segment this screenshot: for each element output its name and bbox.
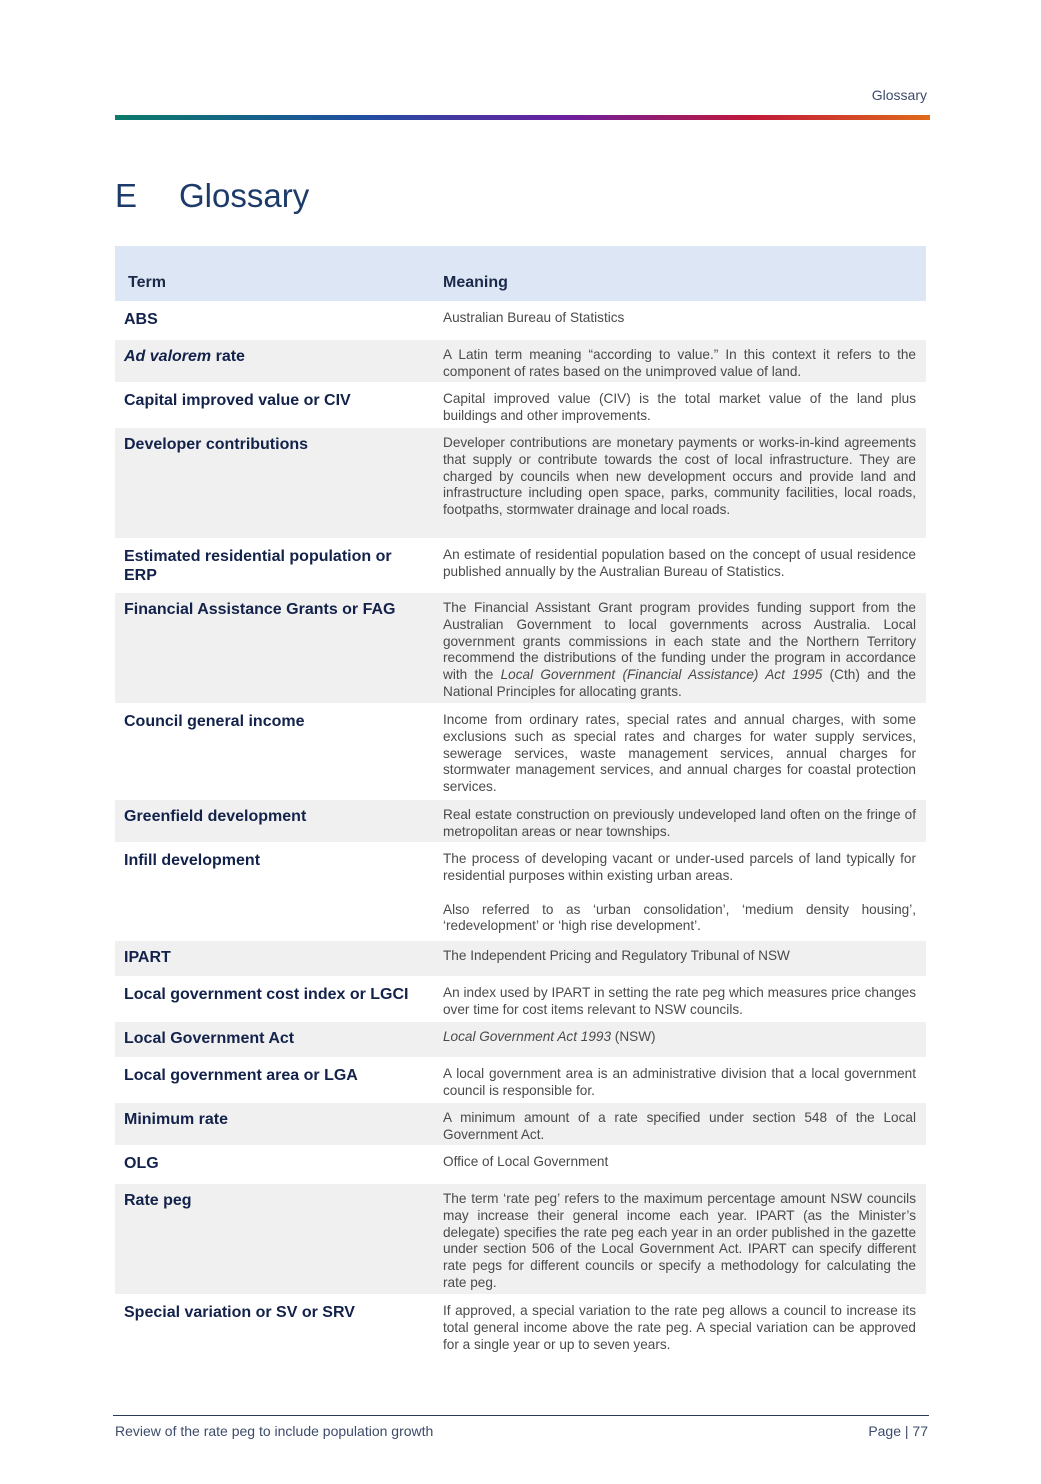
- meaning-paragraph: [443, 1066, 916, 1100]
- term-text: rate: [211, 348, 245, 365]
- term-text: Local government area or LGA: [124, 1067, 358, 1084]
- meaning-italic: Local Government (Financial Assistance) Act 1995: [500, 667, 823, 683]
- term-cell: [115, 985, 430, 1017]
- term-text: Local Government Act: [124, 1030, 295, 1047]
- table-row: [115, 1296, 926, 1356]
- meaning-text-after: (NSW): [611, 1029, 656, 1044]
- meaning-text: Capital improved value (CIV) is the total market value of the land plus buildings and other improvements.: [443, 391, 916, 423]
- page-title: Glossary: [179, 177, 310, 215]
- term-text: Special variation or SV or SRV: [124, 1304, 355, 1321]
- meaning-cell: [430, 712, 916, 795]
- table-row: [115, 1184, 926, 1296]
- meaning-paragraph: [443, 600, 916, 701]
- meaning-paragraph: [443, 948, 916, 965]
- glossary-table: [115, 246, 926, 1356]
- term-text: Infill development: [124, 852, 261, 869]
- meaning-cell: [430, 435, 916, 535]
- term-cell: [115, 948, 430, 973]
- meaning-cell: [430, 985, 916, 1017]
- term-cell: [115, 347, 430, 379]
- meaning-paragraph: [443, 851, 916, 885]
- table-row: [115, 1059, 926, 1103]
- meaning-paragraph: [443, 310, 916, 327]
- header-gradient-rule: [115, 115, 930, 120]
- term-cell: [115, 1066, 430, 1098]
- term-text: Council general income: [124, 713, 305, 730]
- meaning-text: If approved, a special variation to the rate peg allows a council to increase its total general income above the rate peg. A special variation can be approved for a single year or up to seven years.: [443, 1303, 916, 1352]
- meaning-text-after: (Cth) and the National Principles for allocating grants.: [443, 667, 916, 699]
- term-cell: [115, 1154, 430, 1179]
- meaning-italic: Local Government Act 1993: [443, 1029, 612, 1044]
- meaning-cell: [430, 1066, 916, 1098]
- column-header-term: Term: [128, 274, 166, 291]
- meaning-text: The Independent Pricing and Regulatory Tribunal of NSW: [443, 948, 790, 963]
- term-cell: [115, 1110, 430, 1142]
- table-row: [115, 941, 926, 978]
- meaning-text: A local government area is an administrative division that a local government council is responsible for.: [443, 1066, 916, 1098]
- meaning-paragraph: [443, 391, 916, 425]
- meaning-cell: [430, 547, 916, 588]
- meaning-text: Developer contributions are monetary payments or works-in-kind agreements that supply or contribute towards the cost of local infrastructure. They are charged by councils when new development occurs and provide land and infrastructure including open space, parks, community facilities, local roads, footpaths, stormwater drainage and local roads.: [443, 435, 916, 518]
- meaning-paragraph: [443, 985, 916, 1019]
- meaning-text: A minimum amount of a rate specified under section 548 of the Local Government Act.: [443, 1110, 916, 1142]
- term-cell: [115, 712, 430, 795]
- table-row: [115, 1147, 926, 1184]
- table-header: [115, 246, 926, 303]
- table-row: [115, 540, 926, 593]
- meaning-cell: [430, 948, 916, 973]
- table-row: [115, 1103, 926, 1147]
- table-row: [115, 705, 926, 800]
- column-header-meaning: Meaning: [443, 274, 508, 291]
- meaning-cell: [430, 1191, 916, 1291]
- term-cell: [115, 310, 430, 335]
- term-text: Greenfield development: [124, 808, 307, 825]
- meaning-text: An index used by IPART in setting the rate peg which measures price changes over time for cost items relevant to NSW councils.: [443, 985, 916, 1017]
- term-cell: [115, 391, 430, 423]
- term-text: Local government cost index or LGCI: [124, 986, 409, 1003]
- meaning-cell: [430, 1110, 916, 1142]
- meaning-paragraph: [443, 807, 916, 841]
- running-head: Glossary: [871, 87, 927, 103]
- footer-page-number: Page | 77: [868, 1423, 928, 1439]
- meaning-paragraph: [443, 435, 916, 519]
- meaning-cell: [430, 310, 916, 335]
- meaning-cell: [430, 1154, 916, 1179]
- term-text: Minimum rate: [124, 1111, 229, 1128]
- term-text: Capital improved value or CIV: [124, 392, 351, 409]
- footer-rule: [113, 1415, 929, 1416]
- term-text: Estimated residential population or ERP: [124, 548, 392, 584]
- meaning-cell: [430, 391, 916, 423]
- table-row: [115, 1022, 926, 1059]
- appendix-letter: E: [115, 177, 138, 215]
- term-text: Rate peg: [124, 1192, 192, 1209]
- meaning-paragraph: [443, 347, 916, 381]
- term-text: IPART: [124, 949, 171, 966]
- meaning-paragraph: [443, 1029, 916, 1046]
- meaning-text: A Latin term meaning “according to value.” In this context it refers to the component of rates based on the unimproved value of land.: [443, 347, 916, 379]
- meaning-text: An estimate of residential population based on the concept of usual residence published annually by the Australian Bureau of Statistics.: [443, 547, 916, 579]
- meaning-text: Real estate construction on previously undeveloped land often on the fringe of metropolitan areas or near townships.: [443, 807, 916, 839]
- meaning-paragraph: Also referred to as ‘urban consolidation’, ‘medium density housing’, ‘redevelopment’ or ‘high rise development’.: [443, 901, 916, 934]
- term-cell: [115, 1029, 430, 1054]
- meaning-paragraph: [443, 1191, 916, 1292]
- meaning-text: Office of Local Government: [443, 1154, 609, 1169]
- meaning-paragraph: [443, 1110, 916, 1144]
- table-row: [115, 428, 926, 540]
- meaning-paragraph: [443, 547, 916, 581]
- term-text: Financial Assistance Grants or FAG: [124, 601, 396, 618]
- term-cell: [115, 851, 430, 936]
- term-cell: [115, 1191, 430, 1291]
- term-cell: [115, 807, 430, 839]
- term-italic: Ad valorem: [124, 348, 212, 365]
- meaning-text: The process of developing vacant or under-used parcels of land typically for residential purposes within existing urban areas.: [443, 851, 916, 883]
- meaning-text: The term ‘rate peg’ refers to the maximum percentage amount NSW councils may increase their general income each year. IPART (as the Minister’s delegate) specifies the rate peg each year in an order published in the gazette under section 506 of the Local Government Act. IPART can specify different rate pegs for different councils or specify a methodology for calculating the rate peg.: [443, 1191, 916, 1290]
- meaning-text: The Financial Assistant Grant program provides funding support from the Australian Government to local governments across Australia. Local government grants commissions in each state and the Northern Territory recommend the distributions of the funding under the program in accordance with the: [443, 600, 916, 683]
- term-cell: [115, 547, 430, 588]
- table-row: [115, 800, 926, 844]
- meaning-cell: [430, 807, 916, 839]
- term-text: OLG: [124, 1155, 159, 1172]
- meaning-cell: [430, 347, 916, 379]
- meaning-cell: [430, 851, 916, 936]
- table-row: [115, 340, 926, 384]
- meaning-text: Australian Bureau of Statistics: [443, 310, 625, 325]
- meaning-cell: [430, 1303, 916, 1351]
- footer-document-title: Review of the rate peg to include population growth: [115, 1423, 434, 1439]
- table-row: [115, 978, 926, 1022]
- term-text: ABS: [124, 311, 158, 328]
- term-cell: [115, 1303, 430, 1351]
- meaning-paragraph: [443, 1303, 916, 1353]
- meaning-cell: [430, 600, 916, 700]
- meaning-cell: [430, 1029, 916, 1054]
- page-heading: [115, 177, 309, 215]
- table-row: [115, 593, 926, 705]
- table-row: [115, 384, 926, 428]
- term-text: Developer contributions: [124, 436, 309, 453]
- meaning-text: Income from ordinary rates, special rates and annual charges, with some exclusions such as special rates and charges for water supply services, sewerage services, waste management services, annual charges for stormwater management services, and annual charges for coastal protection services.: [443, 712, 916, 795]
- term-cell: [115, 600, 430, 700]
- meaning-paragraph: [443, 712, 916, 796]
- meaning-paragraph: [443, 1154, 916, 1171]
- term-cell: [115, 435, 430, 535]
- table-body: [115, 303, 926, 1356]
- table-row: [115, 844, 926, 941]
- table-row: [115, 303, 926, 340]
